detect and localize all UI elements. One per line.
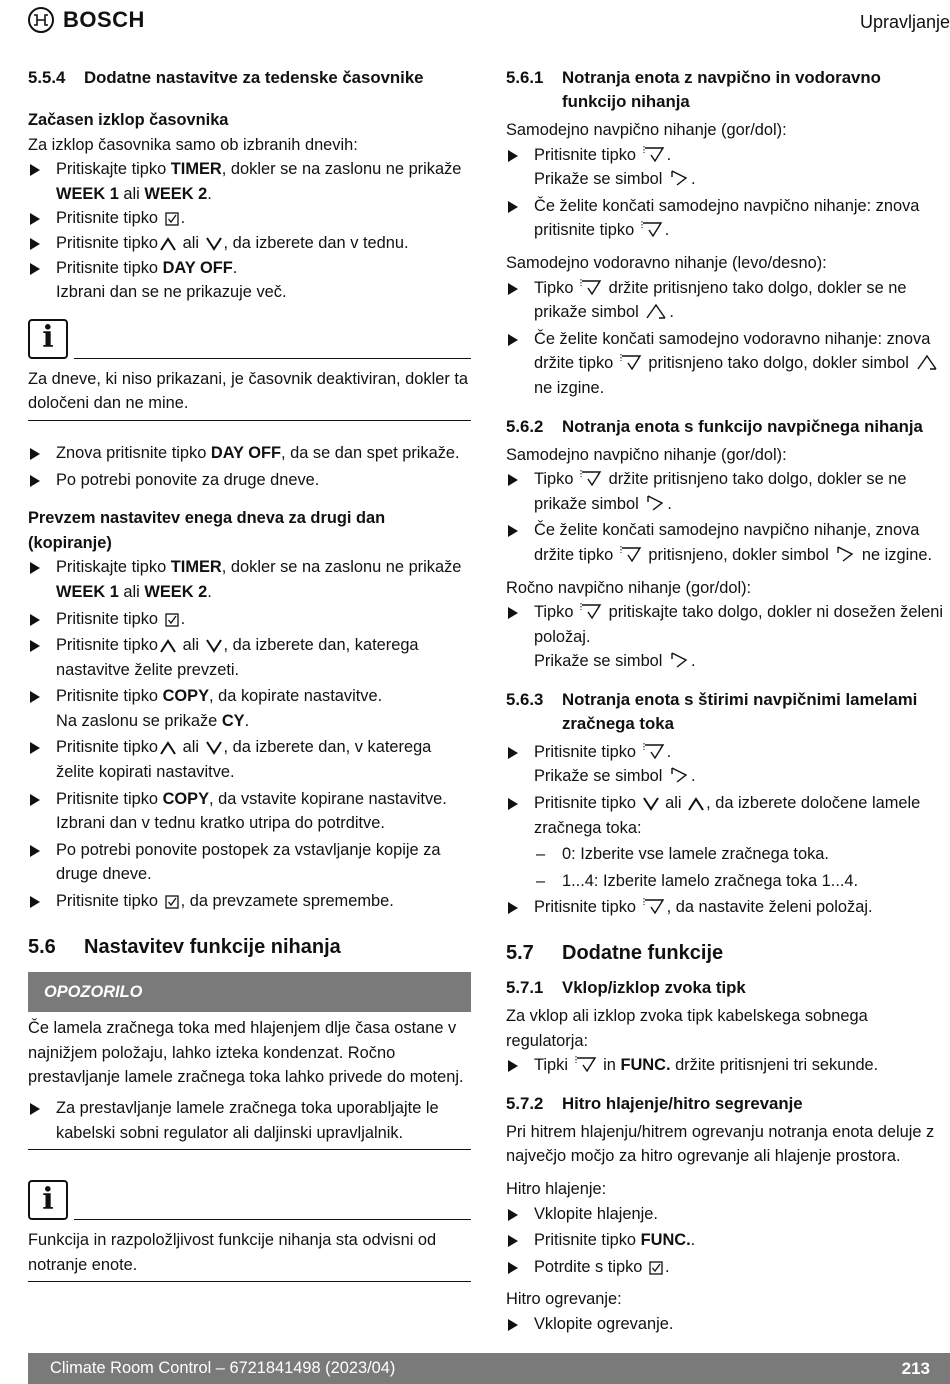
list-item: Po potrebi ponovite za druge dneve. (28, 468, 471, 493)
list-item: Pritisnite tipko . Prikaže se simbol . (506, 143, 948, 192)
list-item: Pritisnite tipko ali , da izberete dan v tednu. (28, 231, 471, 256)
list-item: Tipko držite pritisnjeno tako dolgo, dokler se ne prikaže simbol . (506, 467, 948, 516)
checkbox-icon (649, 1261, 663, 1275)
chevron-up-icon (160, 237, 176, 251)
vertical-swing-symbol-icon (669, 169, 689, 187)
steps-5-6-1-b (506, 276, 948, 401)
swing-key-icon (620, 353, 642, 371)
list-item: Pritisnite tipko , da prevzamete spremembe. (28, 889, 471, 914)
text-manual-swing: Ročno navpično nihanje (gor/dol): (506, 578, 752, 597)
text-horizontal-swing: Samodejno vodoravno nihanje (levo/desno): (506, 253, 827, 272)
text-key-sound: Za vklop ali izklop zvoka tipk kabelskega sobnega regulatorja: (506, 1007, 868, 1050)
vertical-swing-symbol-icon (645, 494, 665, 512)
vertical-swing-symbol-icon (669, 651, 689, 669)
page-header (28, 6, 950, 38)
warning-box: OPOZORILO Če lamela zračnega toka med hlajenjem dlje časa ostane v najnižjem položaju, lahko izteka kondenzat. Ročno prestavljanje lamele zračnega toka lahko privede do motenj. Za prestavljanje lamele zračnega toka uporabljajte le kabelski sobni regulator ali daljinski upravljalnik. (28, 972, 471, 1151)
brand-name: BOSCH (63, 7, 145, 32)
list-item: Tipki in FUNC. držite pritisnjeni tri sekunde. (506, 1053, 948, 1078)
list-item: Če želite končati samodejno navpično nihanje, znova držite tipko pritisnjeno, dokler simbol ne izgine. (506, 518, 948, 567)
list-item: Pritisnite tipko COPY, da kopirate nastavitve. Na zaslonu se prikaže CY. (28, 684, 471, 733)
heading-5-7-1: 5.7.1 Vklop/izklop zvoka tipk (506, 978, 746, 998)
swing-key-icon (575, 1055, 597, 1073)
list-item: Če želite končati samodejno navpično nihanje: znova pritisnite tipko . (506, 194, 948, 243)
checkbox-icon (165, 895, 179, 909)
steps-5-6-1-a (506, 143, 948, 243)
list-item: Pritisnite tipko , da nastavite želeni položaj. (506, 895, 948, 920)
heading-5-6-2: 5.6.2 Notranja enota s funkcijo navpičnega nihanja (506, 416, 923, 436)
bosch-logo (28, 7, 145, 33)
swing-key-icon (643, 742, 665, 760)
steps-5-7-1 (506, 1053, 948, 1078)
list-item: Pritiskajte tipko TIMER, dokler se na zaslonu ne prikaže WEEK 1 ali WEEK 2. (28, 157, 471, 206)
steps-5-6-3 (506, 740, 948, 840)
list-item: Pritisnite tipko COPY, da vstavite kopirane nastavitve. Izbrani dan v tednu kratko utripa do potrditve. (28, 787, 471, 836)
subheading-copy: Prevzem nastavitev enega dneva za drugi dan (kopiranje) (28, 509, 386, 552)
heading-5-5-4: 5.5.4 Dodatne nastavitve za tedenske časovnike (28, 68, 424, 87)
left-column (28, 66, 471, 1282)
heading-5-7: 5.7 Dodatne funkcije (506, 942, 724, 965)
chevron-down-icon (206, 639, 222, 653)
section-title: Upravljanje (859, 12, 950, 32)
steps-copy (28, 555, 471, 913)
list-item: Tipko držite pritisnjeno tako dolgo, dokler se ne prikaže simbol . (506, 276, 948, 325)
list-item: Pritiskajte tipko TIMER, dokler se na zaslonu ne prikaže WEEK 1 ali WEEK 2. (28, 555, 471, 604)
swing-key-icon (580, 469, 602, 487)
list-item: Tipko pritiskajte tako dolgo, dokler ni dosežen želeni položaj. Prikaže se simbol . (506, 600, 948, 674)
horizontal-swing-symbol-icon (916, 353, 938, 371)
bosch-armature-icon (28, 7, 54, 33)
steps-5-6-2-b (506, 600, 948, 674)
text-vertical-swing: Samodejno navpično nihanje (gor/dol): (506, 445, 787, 464)
page-footer (28, 1353, 950, 1384)
chevron-up-icon (160, 741, 176, 755)
list-item: Pritisnite tipko DAY OFF. Izbrani dan se ne prikazuje več. (28, 256, 471, 305)
text-quick-heating: Hitro ogrevanje: (506, 1290, 622, 1309)
chevron-up-icon (160, 639, 176, 653)
warning-label: OPOZORILO (28, 972, 471, 1013)
page-number: 213 (901, 1358, 930, 1378)
list-item: Vklopite hlajenje. (506, 1202, 948, 1227)
checkbox-icon (165, 613, 179, 627)
swing-key-icon (643, 145, 665, 163)
intro-timer-off: Za izklop časovnika samo ob izbranih dnevih: (28, 135, 358, 154)
list-item: – 1...4: Izberite lamelo zračnega toka 1...4. (534, 869, 948, 894)
steps-5-6-3-b (506, 895, 948, 920)
right-column (506, 66, 948, 1337)
list-item: Če želite končati samodejno vodoravno nihanje: znova držite tipko pritisnjeno tako dolgo, dokler simbol ne izgine. (506, 327, 948, 401)
sublist-5-6-3 (506, 842, 948, 893)
list-item: Znova pritisnite tipko DAY OFF, da se dan spet prikaže. (28, 441, 471, 466)
vertical-swing-symbol-icon (669, 766, 689, 784)
swing-key-icon (580, 278, 602, 296)
checkbox-icon (165, 212, 179, 226)
steps-quick-cooling (506, 1202, 948, 1280)
heading-5-6-3: 5.6.3 Notranja enota s štirimi navpičnimi lamelami zračnega toka (506, 689, 918, 733)
text-quick-cooling: Hitro hlajenje: (506, 1180, 607, 1198)
info-note-1: i Za dneve, ki niso prikazani, je časovnik deaktiviran, dokler ta določeni dan ne mine. (28, 317, 471, 421)
list-item: Za prestavljanje lamele zračnega toka uporabljajte le kabelski sobni regulator ali daljinski upravljalnik. (28, 1096, 471, 1145)
text-vertical-swing: Samodejno navpično nihanje (gor/dol): (506, 121, 787, 139)
chevron-up-icon (688, 797, 704, 811)
steps-timer-off (28, 157, 471, 305)
heading-5-6-1: 5.6.1 Notranja enota z navpično in vodoravno funkcijo nihanja (506, 68, 881, 111)
swing-key-icon (620, 545, 642, 563)
list-item: Potrdite s tipko . (506, 1255, 948, 1280)
swing-key-icon (641, 220, 663, 238)
info-icon: i (28, 319, 68, 359)
list-item: Po potrebi ponovite postopek za vstavljanje kopije za druge dneve. (28, 838, 471, 887)
chevron-down-icon (643, 797, 659, 811)
list-item: Pritisnite tipko FUNC.. (506, 1228, 948, 1253)
info-note-2: i Funkcija in razpoložljivost funkcije nihanja sta odvisni od notranje enote. (28, 1178, 471, 1282)
info-icon: i (28, 1180, 68, 1220)
list-item: Pritisnite tipko . (28, 206, 471, 231)
chevron-down-icon (206, 237, 222, 251)
heading-5-6: 5.6 Nastavitev funkcije nihanja (28, 935, 341, 958)
subheading-timer-off: Začasen izklop časovnika (28, 111, 229, 129)
horizontal-swing-symbol-icon (645, 302, 667, 320)
list-item: Pritisnite tipko ali , da izberete dan, v katerega želite kopirati nastavitve. (28, 735, 471, 784)
heading-5-7-2: 5.7.2 Hitro hlajenje/hitro segrevanje (506, 1093, 803, 1113)
text-quick-mode: Pri hitrem hlajenju/hitrem ogrevanju notranja enota deluje z največjo močjo za hitro ogrevanje ali hlajenje prostora. (506, 1122, 935, 1166)
vertical-swing-symbol-icon (835, 545, 855, 563)
list-item: Pritisnite tipko ali , da izberete dan, katerega nastavitve želite prevzeti. (28, 633, 471, 682)
document-id: Climate Room Control – 6721841498 (2023/04) (50, 1359, 396, 1377)
list-item: Vklopite ogrevanje. (506, 1312, 948, 1337)
swing-key-icon (580, 602, 602, 620)
steps-5-6-2-a (506, 467, 948, 567)
list-item: Pritisnite tipko ali , da izberete določene lamele zračnega toka: (506, 791, 948, 840)
steps-after-info (28, 441, 471, 492)
chevron-down-icon (206, 741, 222, 755)
list-item: Pritisnite tipko . Prikaže se simbol . (506, 740, 948, 789)
swing-key-icon (643, 897, 665, 915)
list-item: – 0: Izberite vse lamele zračnega toka. (534, 842, 948, 867)
list-item: Pritisnite tipko . (28, 607, 471, 632)
steps-quick-heating (506, 1312, 948, 1337)
